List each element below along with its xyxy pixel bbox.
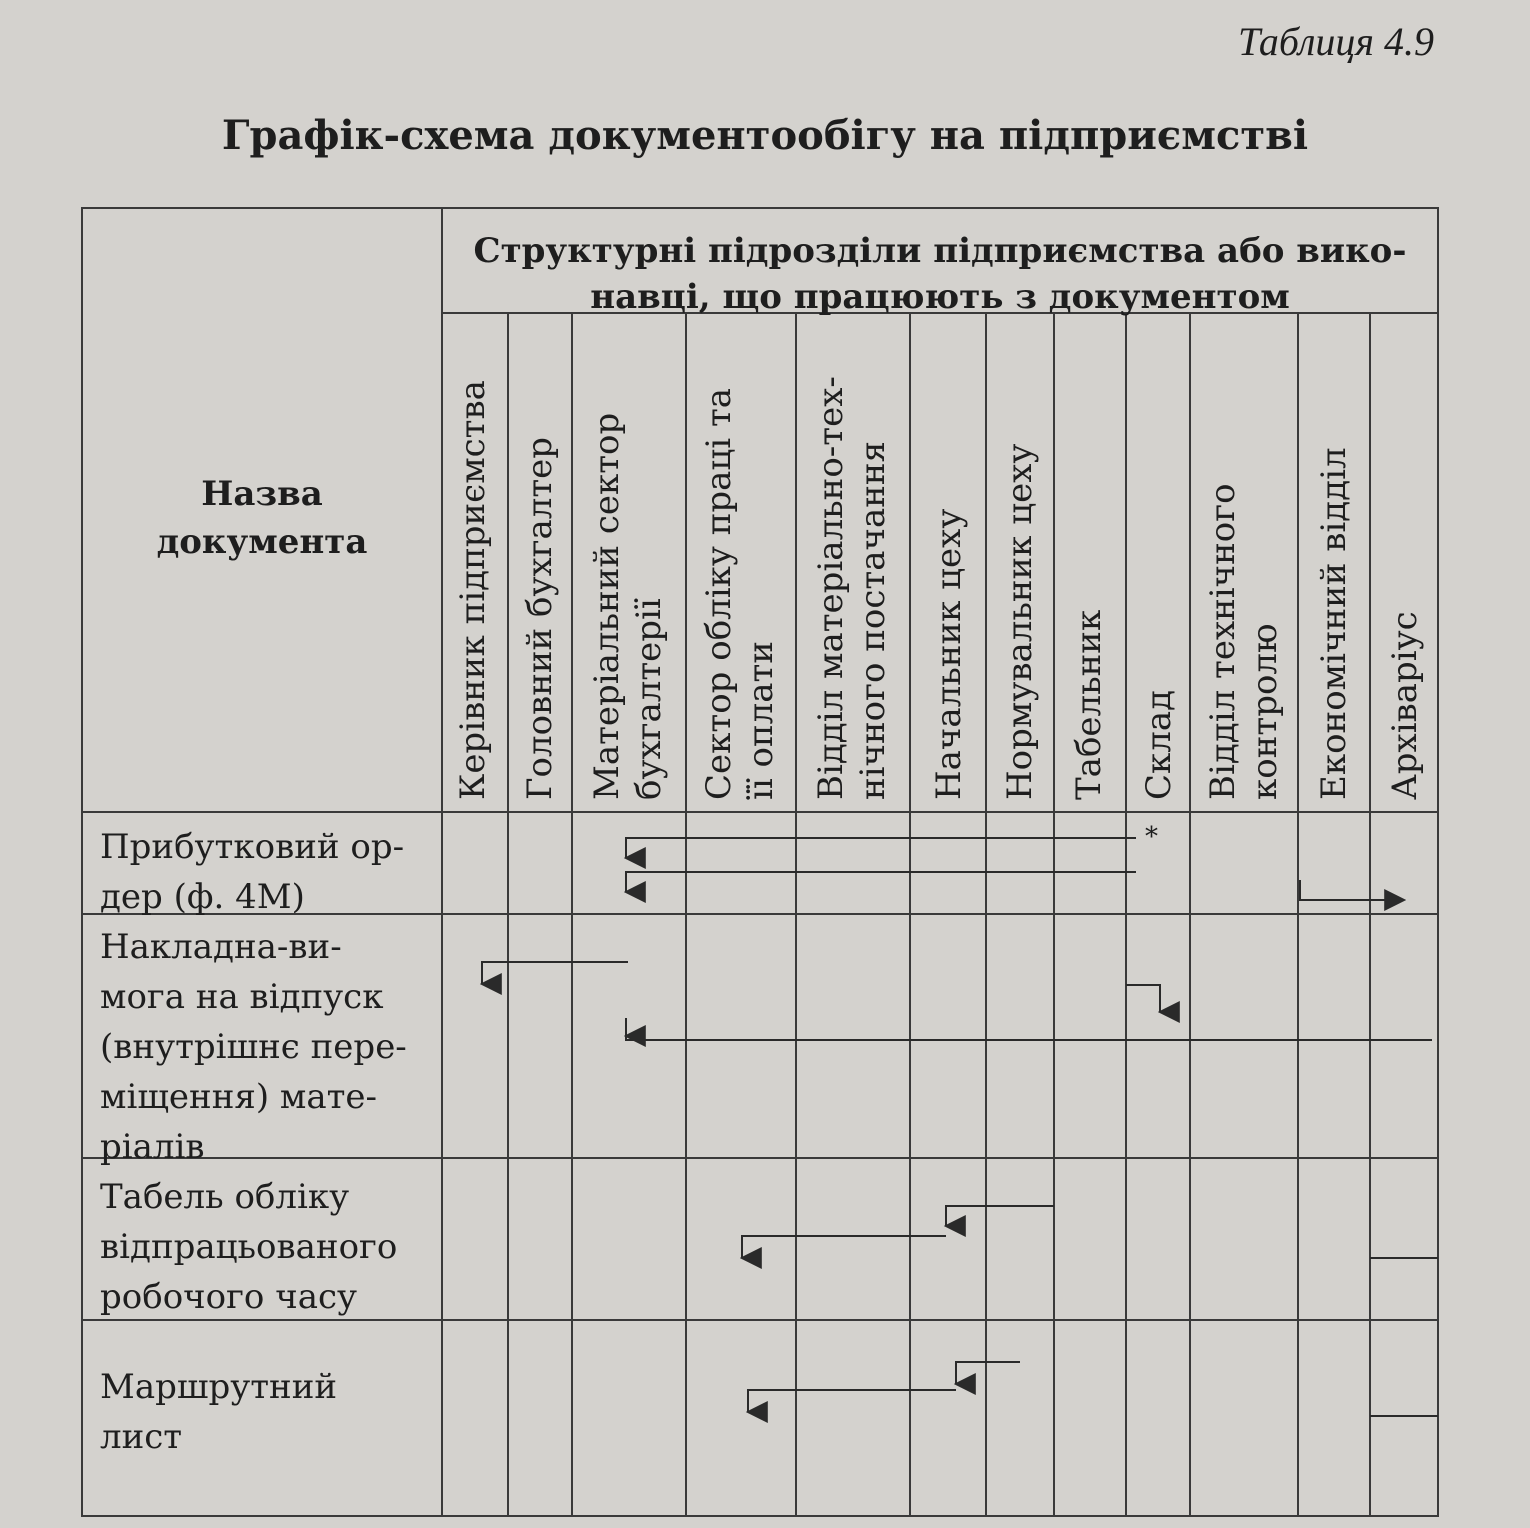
row-name-line: Прибутковий ор- — [100, 827, 405, 867]
row-name-line: відпрацьованого — [100, 1227, 398, 1267]
header-units-line: Структурні підрозділи підприємства або вико- — [473, 231, 1407, 271]
column-header-line: Матеріальний сектор — [587, 412, 627, 800]
column-header-line: Табельник — [1069, 609, 1109, 800]
flow-arrow — [626, 838, 1136, 858]
table-number: Таблиця 4.9 — [1238, 19, 1434, 64]
row-name-line: Табель обліку — [100, 1177, 350, 1217]
column-header-line: Відділ матеріально-тех- — [811, 376, 851, 800]
row-name-line: міщення) мате- — [100, 1077, 378, 1117]
flow-arrow — [1300, 880, 1404, 900]
column-header-line: Керівник підприємства — [453, 380, 493, 800]
flow-arrow — [946, 1206, 1054, 1226]
flow-arrow — [626, 1034, 1432, 1040]
column-header-line: її оплати — [741, 640, 781, 800]
column-header-line: Нормувальник цеху — [1000, 443, 1040, 800]
column-header-line: Начальник цеху — [929, 508, 969, 800]
column-header-line: Відділ технічного — [1203, 483, 1243, 800]
row-name-line: Накладна-ви- — [100, 927, 342, 967]
page-title: Графік-схема документообігу на підприємстві — [221, 112, 1309, 159]
flow-arrow — [626, 872, 1136, 892]
column-header-line: Архіваріус — [1385, 611, 1425, 800]
flow-arrow — [742, 1236, 946, 1258]
row-name-line: робочого часу — [100, 1277, 358, 1317]
warehouse-marker: * — [1145, 822, 1158, 852]
row-name-line: мога на відпуск — [100, 977, 384, 1017]
flow-arrow — [482, 962, 628, 984]
flow-arrow — [1126, 985, 1160, 1012]
flow-arrow — [748, 1390, 956, 1412]
column-header-line: Сектор обліку праці та — [699, 387, 739, 800]
row-name-line: дер (ф. 4М) — [100, 877, 305, 917]
column-header-line: Економічний відділ — [1314, 447, 1354, 800]
column-header-line: Головний бухгалтер — [520, 436, 560, 800]
column-header-line: контролю — [1245, 623, 1285, 800]
header-document-name-line: Назва — [201, 474, 323, 514]
row-name-line: лист — [100, 1417, 183, 1457]
header-units-line: навці, що працюють з документом — [590, 277, 1290, 317]
header-document-name-line: документа — [156, 522, 368, 562]
row-name-line: (внутрішнє пере- — [100, 1027, 407, 1067]
column-header-line: Склад — [1139, 689, 1179, 800]
column-header-line: нічного постачання — [853, 440, 893, 800]
column-header-line: бухгалтерії — [629, 598, 669, 800]
row-name-line: ріалів — [100, 1127, 205, 1167]
flow-arrow — [956, 1362, 1020, 1384]
row-name-line: Маршрутний — [100, 1367, 338, 1407]
